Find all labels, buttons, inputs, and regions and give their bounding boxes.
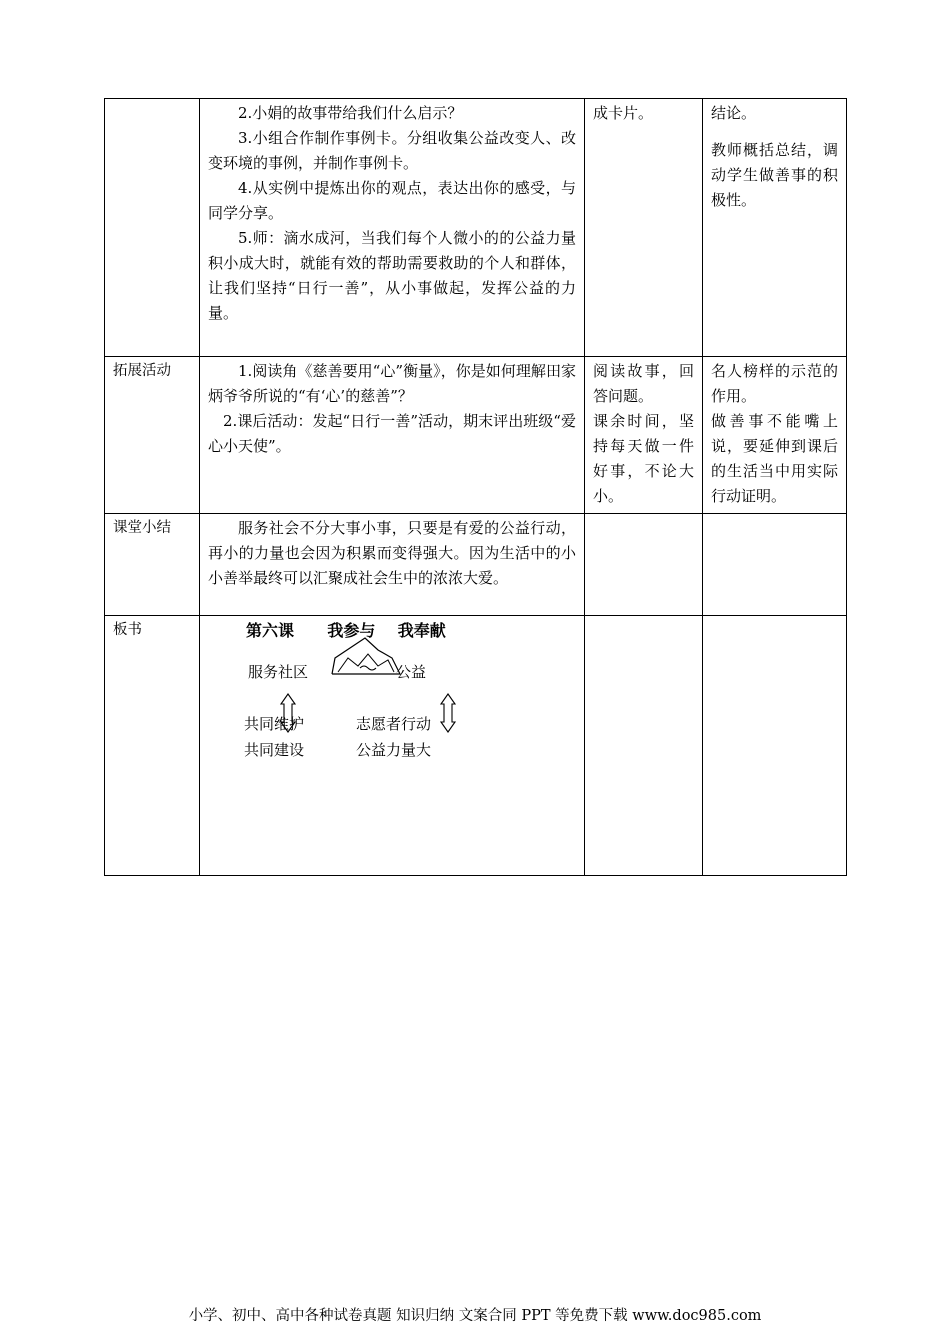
student-activity-text: 成卡片。 xyxy=(593,104,654,122)
blackboard-diagram xyxy=(208,618,576,870)
cell-label-board: 板书 xyxy=(105,616,200,876)
cell-extend-content xyxy=(200,357,585,514)
table-row-summary xyxy=(105,514,847,616)
cell-board-student xyxy=(585,616,703,876)
summary-text: 服务社会不分大事小事，只要是有爱的公益行动，再小的力量也会因为积累而变得强大。因为生活中的小小善举最终可以汇聚成社会生中的浓浓大爱。 xyxy=(208,519,576,587)
intent-line-2: 教师概括总结，调动学生做善事的积极性。 xyxy=(711,141,838,209)
table-row-board xyxy=(105,616,847,876)
extend-student-1: 阅读故事，回答问题。 xyxy=(593,362,694,405)
board-left-2: 共同建设 xyxy=(244,741,305,759)
lesson-plan-table xyxy=(104,98,847,876)
table-row-activity xyxy=(105,99,847,357)
extend-intent-1: 名人榜样的示范的作用。 xyxy=(711,362,838,405)
board-left-1: 共同维护 xyxy=(244,715,305,733)
cell-activity-content xyxy=(200,99,585,357)
table-row-extend xyxy=(105,357,847,514)
cell-label-extend: 拓展活动 xyxy=(105,357,200,514)
extend-student-2: 课余时间，坚持每天做一件好事，不论大小。 xyxy=(593,412,694,505)
cell-extend-intent xyxy=(703,357,847,514)
extend-item-1: 1.阅读角《慈善要用“心”衡量》，你是如何理解田家炳爷爷所说的“有‘心’的慈善”？ xyxy=(208,362,576,405)
activity-item-3: 3.小组合作制作事例卡。分组收集公益改变人、改变环境的事例，并制作事例卡。 xyxy=(208,129,576,172)
intent-line-1: 结论。 xyxy=(711,104,757,122)
activity-item-5: 5.师：滴水成河，当我们每个人微小的的公益力量积小成大时，就能有效的帮助需要救助的个人和群体，让我们坚持“日行一善”，从小事做起，发挥公益的力量。 xyxy=(208,229,576,322)
cell-extend-student xyxy=(585,357,703,514)
cell-label-summary: 课堂小结 xyxy=(105,514,200,616)
board-title: 第六课 我参与 我奉献 xyxy=(246,621,446,640)
cell-label-empty xyxy=(105,99,200,357)
board-right-1: 志愿者行动 xyxy=(356,715,432,733)
board-right-top: 公益 xyxy=(396,663,427,681)
cell-summary-intent xyxy=(703,514,847,616)
activity-item-4: 4.从实例中提炼出你的观点，表达出你的感受，与同学分享。 xyxy=(208,179,576,222)
page-footer: 小学、初中、高中各种试卷真题 知识归纳 文案合同 PPT 等免费下载 www.doc985.com xyxy=(188,1308,762,1324)
board-left-top: 服务社区 xyxy=(248,663,309,681)
extend-item-2: 2.课后活动：发起“日行一善”活动，期末评出班级“爱心小天使”。 xyxy=(208,412,576,455)
cell-summary-student xyxy=(585,514,703,616)
right-double-arrow xyxy=(441,694,455,732)
board-right-2: 公益力量大 xyxy=(356,741,432,759)
activity-item-2: 2.小娟的故事带给我们什么启示？ xyxy=(238,104,463,122)
cell-board-intent xyxy=(703,616,847,876)
cell-activity-intent xyxy=(703,99,847,357)
cell-activity-student xyxy=(585,99,703,357)
cell-summary-content xyxy=(200,514,585,616)
extend-intent-2: 做善事不能嘴上说，要延伸到课后的生活当中用实际行动证明。 xyxy=(711,412,838,505)
cell-board-content xyxy=(200,616,585,876)
board-arrows xyxy=(208,618,578,758)
